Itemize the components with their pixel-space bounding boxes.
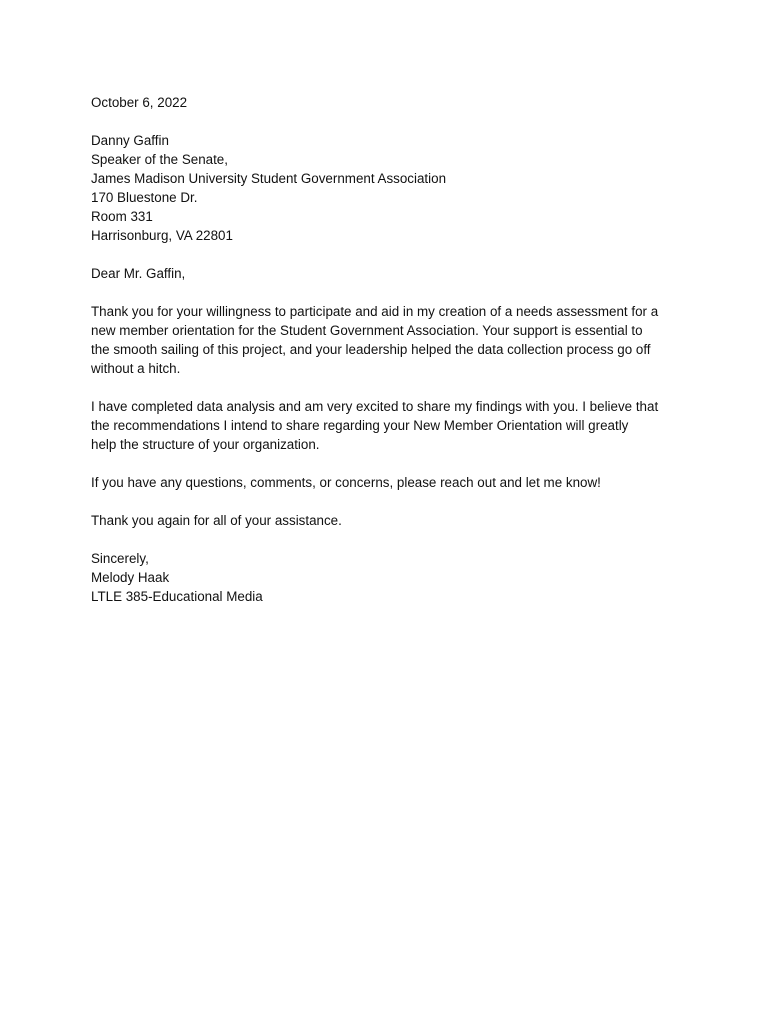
recipient-room: Room 331 xyxy=(91,209,153,224)
paragraph-line: the recommendations I intend to share regarding your New Member Orientation will greatly xyxy=(91,418,629,433)
paragraph-line: I have completed data analysis and am very excited to share my findings with you. I believe that xyxy=(91,399,659,414)
paragraph-2 xyxy=(91,397,691,454)
paragraph-line: Thank you again for all of your assistance. xyxy=(91,513,342,528)
recipient-address-block xyxy=(91,131,691,245)
paragraph-1 xyxy=(91,302,691,378)
letter-body xyxy=(91,93,691,606)
salutation: Dear Mr. Gaffin, xyxy=(91,266,186,281)
paragraph-line: new member orientation for the Student Government Association. Your support is essential to xyxy=(91,323,643,338)
recipient-organization: James Madison University Student Government Association xyxy=(91,171,447,186)
signature-block xyxy=(91,549,691,606)
letter-date: October 6, 2022 xyxy=(91,95,188,110)
paragraph-3 xyxy=(91,473,691,492)
paragraph-line: help the structure of your organization. xyxy=(91,437,320,452)
paragraph-line: Thank you for your willingness to participate and aid in my creation of a needs assessment for a xyxy=(91,304,659,319)
paragraph-line: without a hitch. xyxy=(91,361,181,376)
recipient-city-state-zip: Harrisonburg, VA 22801 xyxy=(91,228,233,243)
signer-course: LTLE 385-Educational Media xyxy=(91,589,263,604)
closing: Sincerely, xyxy=(91,551,149,566)
recipient-title: Speaker of the Senate, xyxy=(91,152,228,167)
signer-name: Melody Haak xyxy=(91,570,170,585)
paragraph-line: If you have any questions, comments, or concerns, please reach out and let me know! xyxy=(91,475,601,490)
paragraph-4 xyxy=(91,511,691,530)
recipient-street: 170 Bluestone Dr. xyxy=(91,190,198,205)
recipient-name: Danny Gaffin xyxy=(91,133,169,148)
paragraph-line: the smooth sailing of this project, and your leadership helped the data collection process go off xyxy=(91,342,651,357)
